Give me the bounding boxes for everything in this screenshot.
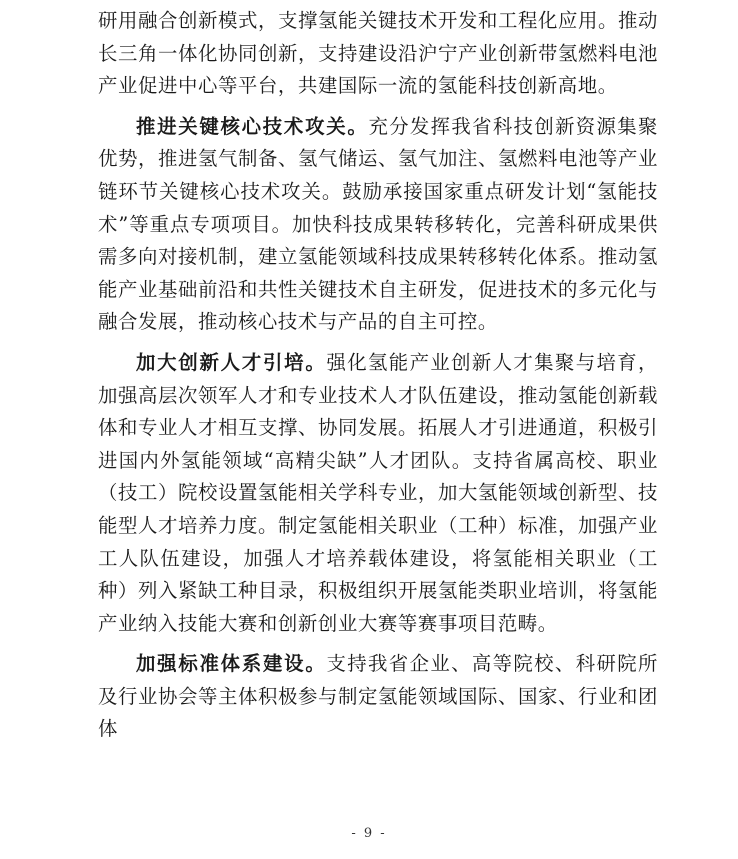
paragraph-intro	[98, 0, 658, 103]
paragraph-heading: 推进关键核心技术攻关。	[136, 114, 369, 138]
paragraph-body: 支持我省企业、高等院校、科研院所及行业协会等主体积极参与制定氢能领域国际、国家、行业和团体	[98, 652, 658, 741]
paragraph-talent	[98, 347, 658, 640]
paragraph-heading: 加大创新人才引培。	[136, 350, 327, 374]
page-number: - 9 -	[351, 826, 387, 841]
document-body	[98, 0, 658, 746]
paragraph-core-tech	[98, 111, 658, 339]
paragraph-body: 强化氢能产业创新人才集聚与培育，加强高层次领军人才和专业技术人才队伍建设，推动氢能创新载体和专业人才相互支撑、协同发展。拓展人才引进通道，积极引进国内外氢能领域“高精尖缺”人才团队。支持省属高校、职业（技工）院校设置氢能相关学科专业，加大氢能领域创新型、技能型人才培养力度。制定氢能相关职业（工种）标准，加强产业工人队伍建设，加强人才培养载体建设，将氢能相关职业（工种）列入紧缺工种目录，积极组织开展氢能类职业培训，将氢能产业纳入技能大赛和创新创业大赛等赛事项目范畴。	[98, 350, 658, 635]
paragraph-heading: 加强标准体系建设。	[136, 652, 327, 676]
paragraph-standards	[98, 648, 658, 746]
paragraph-body: 充分发挥我省科技创新资源集聚优势，推进氢气制备、氢气储运、氢气加注、氢燃料电池等产业链环节关键核心技术攻关。鼓励承接国家重点研发计划“氢能技术”等重点专项项目。加快科技成果转移转化，完善科研成果供需多向对接机制，建立氢能领域科技成果转移转化体系。推动氢能产业基础前沿和共性关键技术自主研发，促进技术的多元化与融合发展，推动核心技术与产品的自主可控。	[98, 114, 658, 334]
paragraph-body: 研用融合创新模式，支撑氢能关键技术开发和工程化应用。推动长三角一体化协同创新，支持建设沿沪宁产业创新带氢燃料电池产业促进中心等平台，共建国际一流的氢能科技创新高地。	[98, 9, 658, 98]
